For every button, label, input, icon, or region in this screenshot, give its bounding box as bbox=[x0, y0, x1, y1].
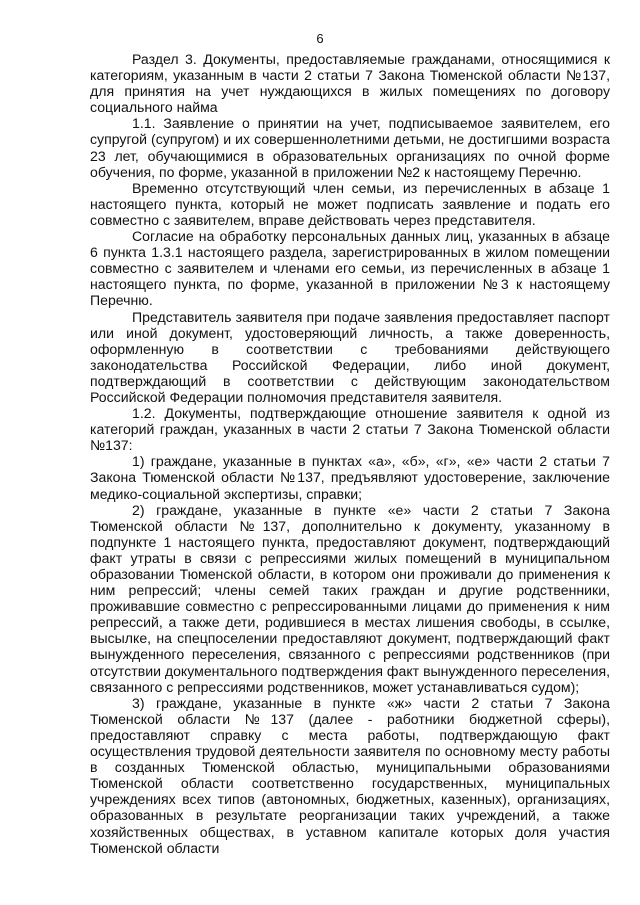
page-number: 6 bbox=[316, 31, 324, 46]
list-item: 1) граждане, указанные в пунктах «а», «б», «г», «е» части 2 статьи 7 Закона Тюменской области №137, предъявляют удостоверение, заключение медико-социальной экспертизы, справки; bbox=[90, 453, 610, 502]
paragraph: Временно отсутствующий член семьи, из перечисленных в абзаце 1 настоящего пункта, который не может подписать заявление и подать его совместно с заявителем, вправе действовать через представителя. bbox=[90, 179, 610, 228]
section-heading: Раздел 3. Документы, предоставляемые гражданами, относящимися к категориям, указанным в части 2 статьи 7 Закона Тюменской области №137, для принятия на учет нуждающихся в жилых помещениях по договору социального найма bbox=[90, 51, 610, 116]
list-item: 3) граждане, указанные в пункте «ж» части 2 статьи 7 Закона Тюменской области №137 (далее - работники бюджетной сферы), предоставляют справку с места работы, подтверждающую факт осуществления трудовой деятельности заявителя по основному месту работы в созданных Тюменской областью, муниципальными образованиями Тюменской области соответственно государственных, муниципальных учреждениях всех типов (автономных, бюджетных, казенных), организациях, образованных в результате реорганизации таких учреждений, а также хозяйственных обществах, в уставном капитале которых доля участия Тюменской области bbox=[90, 694, 610, 856]
paragraph: 1.1. Заявление о принятии на учет, подписываемое заявителем, его супругой (супругом) и их совершеннолетними детьми, не достигшими возраста 23 лет, обучающимися в образовательных организациях по очной форме обучения, по форме, указанной в приложении №2 к настоящему Перечню. bbox=[90, 115, 610, 180]
paragraph: 1.2. Документы, подтверждающие отношение заявителя к одной из категорий граждан, указанных в части 2 статьи 7 Закона Тюменской области №137: bbox=[90, 405, 610, 454]
list-item: 2) граждане, указанные в пункте «е» части 2 статьи 7 Закона Тюменской области №137, дополнительно к документу, указанному в подпункте 1 настоящего пункта, предоставляют документ, подтверждающий факт утраты в связи с репрессиями жилых помещений в муниципальном образовании Тюменской области, в котором они проживали до применения к ним репрессий; члены семей таких граждан и другие родственники, проживавшие совместно с репрессированными лицами до применения к ним репрессий, а также дети, родившиеся в местах лишения свободы, в ссылке, высылке, на спецпоселении предоставляют документ, подтверждающий факт вынужденного переселения, связанного с репрессиями родственников (при отсутствии документального подтверждения факт вынужденного переселения, связанного с репрессиями родственников, может устанавливаться судом); bbox=[90, 501, 610, 695]
paragraph: Согласие на обработку персональных данных лиц, указанных в абзаце 6 пункта 1.3.1 настоящего раздела, зарегистрированных в жилом помещении совместно с заявителем и членами его семьи, из перечисленных в абзаце 1 настоящего пункта, по форме, указанной в приложении №3 к настоящему Перечню. bbox=[90, 228, 610, 309]
document-body bbox=[90, 51, 610, 856]
paragraph: Представитель заявителя при подаче заявления предоставляет паспорт или иной документ, удостоверяющий личность, а также доверенность, оформленную в соответствии с требованиями действующего законодательства Российской Федерации, либо иной документ, подтверждающий в соответствии с действующим законодательством Российской Федерации полномочия представителя заявителя. bbox=[90, 308, 610, 405]
